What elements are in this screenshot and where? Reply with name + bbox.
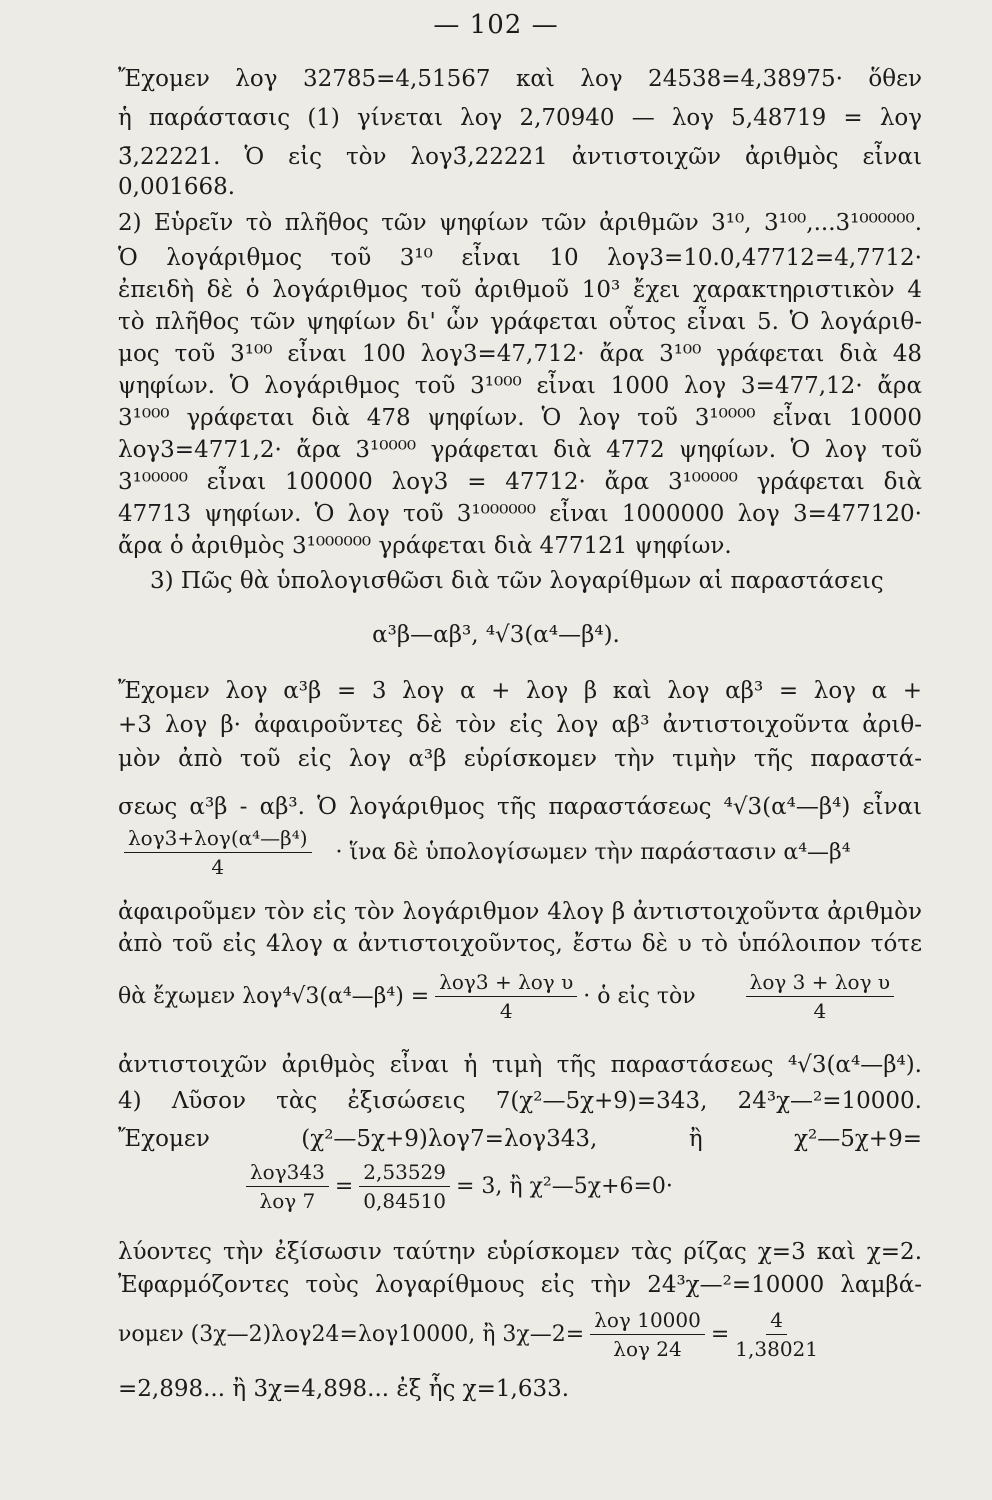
fraction-denominator: λογ 7	[259, 1189, 316, 1213]
fraction	[124, 826, 312, 879]
section-heading: 3) Πῶς θὰ ὑπολογισθῶσι διὰ τῶν λογαρίθμων αἱ παραστάσεις	[150, 568, 884, 594]
text-line: ψηφίων. Ὁ λογάριθμος τοῦ 3¹⁰⁰⁰ εἶναι 1000 λογ 3=477,12· ἄρα	[118, 373, 922, 399]
text-line: λογ3=4771,2· ἄρα 3¹⁰⁰⁰⁰ γράφεται διὰ 4772 ψηφίων. Ὁ λογ τοῦ	[118, 437, 922, 463]
fraction-denominator: 4	[499, 999, 513, 1023]
fraction-numerator: 2,53529	[359, 1160, 450, 1187]
text-line: ἀπὸ τοῦ εἰς 4λογ α ἀντιστοιχοῦντος, ἔστω δὲ υ τὸ ὑπόλοιπον τότε	[118, 931, 922, 957]
text-line: Ὁ λογάριθμος τοῦ 3¹⁰ εἶναι 10 λογ3=10.0,47712=4,7712·	[118, 245, 922, 271]
formula-row-4	[118, 1308, 922, 1361]
text-line: Ἔχομεν (χ²—5χ+9)λογ7=λογ343, ἢ χ²—5χ+9=	[118, 1126, 922, 1152]
fraction	[435, 970, 577, 1023]
fraction-denominator: 4	[211, 855, 225, 879]
text-line: Ἐφαρμόζοντες τοὺς λογαρίθμους εἰς τὴν 24³χ—²=10000 λαμβά-	[118, 1272, 922, 1298]
fraction-denominator: 0,84510	[363, 1189, 446, 1213]
text-fragment: = 3, ἢ χ²—5χ+6=0·	[456, 1174, 673, 1199]
equals-sign: =	[334, 1174, 354, 1199]
fraction	[590, 1308, 705, 1361]
fraction-numerator: λογ 3 + λογ υ	[746, 970, 894, 997]
text-line: ἄρα ὁ ἀριθμὸς 3¹⁰⁰⁰⁰⁰⁰ γράφεται διὰ 477121 ψηφίων.	[118, 533, 732, 559]
text-line: ἀφαιροῦμεν τὸν εἰς τὸν λογάριθμον 4λογ β ἀντιστοιχοῦντα ἀριθμὸν	[118, 899, 922, 925]
text-line: ἡ παράστασις (1) γίνεται λογ 2,70940 — λογ 5,48719 = λογ	[118, 105, 922, 131]
text-line: 3¹⁰⁰⁰ γράφεται διὰ 478 ψηφίων. Ὁ λογ τοῦ 3¹⁰⁰⁰⁰ εἶναι 10000	[118, 405, 922, 431]
text-line: σεως α³β - αβ³. Ὁ λογάριθμος τῆς παραστάσεως ⁴√3(α⁴—β⁴) εἶναι	[118, 794, 922, 820]
fraction-numerator: λογ3+λογ(α⁴—β⁴)	[124, 826, 312, 853]
fraction-denominator: 1,38021	[735, 1337, 818, 1361]
text-line: μος τοῦ 3¹⁰⁰ εἶναι 100 λογ3=47,712· ἄρα 3¹⁰⁰ γράφεται διὰ 48	[118, 341, 922, 367]
fraction-numerator: 4	[766, 1308, 787, 1335]
text-line: 3¹⁰⁰⁰⁰⁰ εἶναι 100000 λογ3 = 47712· ἄρα 3¹⁰⁰⁰⁰⁰ γράφεται διὰ	[118, 469, 922, 495]
text-line: ἐπειδὴ δὲ ὁ λογάριθμος τοῦ ἀριθμοῦ 10³ ἔχει χαρακτηριστικὸν 4	[118, 277, 922, 303]
formula-row-2	[118, 970, 922, 1023]
text-line: =2,898... ἢ 3χ=4,898... ἐξ ἧς χ=1,633.	[118, 1376, 570, 1402]
fraction	[359, 1160, 450, 1213]
text-line: τὸ πλῆθος τῶν ψηφίων δι' ὧν γράφεται οὗτος εἶναι 5. Ὁ λογάριθ-	[118, 309, 922, 335]
text-line: 47713 ψηφίων. Ὁ λογ τοῦ 3¹⁰⁰⁰⁰⁰⁰ εἶναι 1000000 λογ 3=477120·	[118, 501, 922, 527]
fraction	[746, 970, 894, 1023]
text-fragment: θὰ ἔχωμεν λογ⁴√3(α⁴—β⁴) =	[118, 984, 430, 1009]
text-fragment: · ἵνα δὲ ὑπολογίσωμεν τὴν παράστασιν α⁴—β⁴	[335, 840, 851, 865]
fraction-numerator: λογ3 + λογ υ	[435, 970, 577, 997]
fraction	[735, 1308, 818, 1361]
page-number: — 102 —	[433, 10, 559, 40]
text-line: λύοντες τὴν ἐξίσωσιν ταύτην εὑρίσκομεν τὰς ρίζας χ=3 καὶ χ=2.	[118, 1239, 922, 1265]
text-line: 0,001668.	[118, 174, 236, 200]
text-line: Ἔχομεν λογ 32785=4,51567 καὶ λογ 24538=4,38975· ὅθεν	[118, 66, 922, 92]
formula-row-3	[240, 1160, 922, 1213]
formula-display: α³β—αβ³, ⁴√3(α⁴—β⁴).	[372, 622, 620, 648]
text-line: +3 λογ β· ἀφαιροῦντες δὲ τὸν εἰς λογ αβ³ ἀντιστοιχοῦντα ἀριθ-	[118, 712, 922, 738]
text-line: 2) Εὑρεῖν τὸ πλῆθος τῶν ψηφίων τῶν ἀριθμῶν 3¹⁰, 3¹⁰⁰,...3¹⁰⁰⁰⁰⁰⁰.	[118, 210, 922, 236]
section-heading: 4) Λῦσον τὰς ἐξισώσεις 7(χ²—5χ+9)=343, 24³χ—²=10000.	[118, 1088, 922, 1114]
fraction-numerator: λογ 10000	[590, 1308, 705, 1335]
equals-sign: =	[710, 1322, 730, 1347]
text-fragment: · ὁ εἰς τὸν	[583, 984, 696, 1009]
fraction	[246, 1160, 329, 1213]
formula-row-1	[118, 826, 922, 879]
text-fragment: νομεν (3χ—2)λογ24=λογ10000, ἢ 3χ—2=	[118, 1322, 585, 1347]
text-line: ἀντιστοιχῶν ἀριθμὸς εἶναι ἡ τιμὴ τῆς παραστάσεως ⁴√3(α⁴—β⁴).	[118, 1052, 922, 1078]
text-line: Ἔχομεν λογ α³β = 3 λογ α + λογ β καὶ λογ αβ³ = λογ α +	[118, 678, 922, 704]
text-line: 3̄,22221. Ὁ εἰς τὸν λογ3̄,22221 ἀντιστοιχῶν ἀριθμὸς εἶναι	[118, 144, 922, 170]
fraction-denominator: λογ 24	[613, 1337, 682, 1361]
fraction-denominator: 4	[813, 999, 827, 1023]
fraction-numerator: λογ343	[246, 1160, 329, 1187]
text-line: μὸν ἀπὸ τοῦ εἰς λογ α³β εὑρίσκομεν τὴν τιμὴν τῆς παραστά-	[118, 746, 922, 772]
